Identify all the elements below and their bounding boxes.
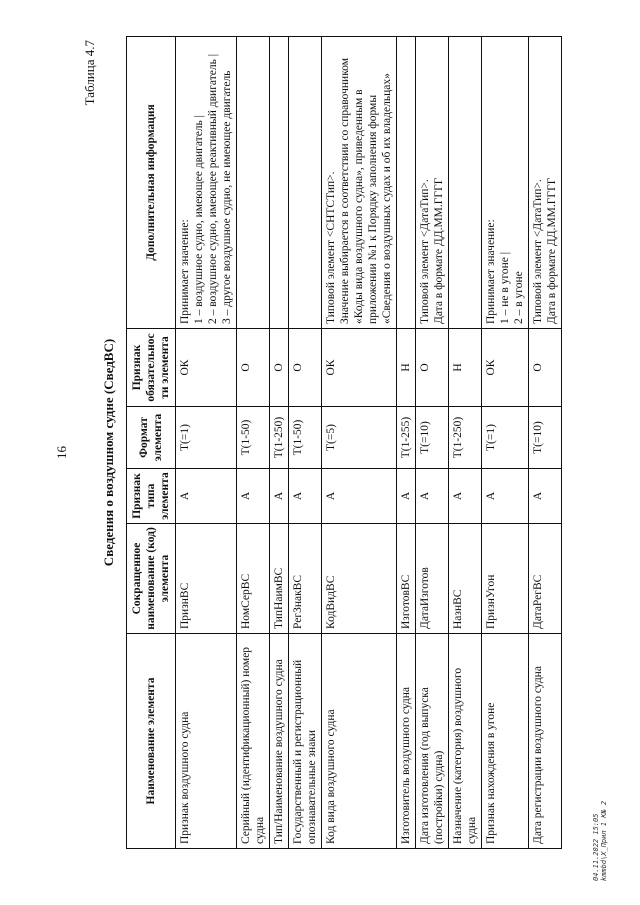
cell-required: О <box>237 329 270 407</box>
cell-required: О <box>416 329 449 407</box>
table-row <box>482 37 529 849</box>
table-row <box>322 37 397 849</box>
header-info: Дополнительная информация <box>127 37 176 329</box>
cell-name: Признак нахождения в угоне <box>482 634 529 849</box>
cell-info <box>482 37 529 329</box>
info-line: Типовой элемент <СНТСТип>. <box>325 171 338 324</box>
info-line: Дата в формате ДД.ММ.ГГГГ <box>433 177 446 324</box>
cell-name: Дата изготовления (год выпуска (постройки) судна) <box>416 634 449 849</box>
cell-info <box>397 37 416 329</box>
table-row <box>176 37 237 849</box>
table-row <box>237 37 270 849</box>
cell-info <box>416 37 449 329</box>
table-row <box>529 37 562 849</box>
info-line: Принимает значение: <box>179 219 192 324</box>
info-line: 2 – воздушное судно, имеющее реактивный двигатель | <box>207 53 220 324</box>
cell-required: Н <box>397 329 416 407</box>
cell-info <box>529 37 562 329</box>
cell-format: Т(1-250) <box>270 407 289 469</box>
cell-type: А <box>237 469 270 524</box>
cell-code: ДатаРегВС <box>529 524 562 634</box>
cell-name: Код вида воздушного судна <box>322 634 397 849</box>
cell-code: ПризнВС <box>176 524 237 634</box>
table-row <box>397 37 416 849</box>
table-row <box>270 37 289 849</box>
cell-type: А <box>529 469 562 524</box>
cell-format: Т(=5) <box>322 407 397 469</box>
header-type: Признак типа элемента <box>127 469 176 524</box>
cell-format: Т(=1) <box>176 407 237 469</box>
cell-info <box>270 37 289 329</box>
table-body <box>176 37 562 849</box>
header-name: Наименование элемента <box>127 634 176 849</box>
cell-type: А <box>176 469 237 524</box>
cell-name: Изготовитель воздушного судна <box>397 634 416 849</box>
cell-format: Т(1-50) <box>289 407 322 469</box>
info-line: 1 – воздушное судно, имеющее двигатель | <box>193 115 206 324</box>
cell-code: ДатаИзготов <box>416 524 449 634</box>
info-line: Типовой элемент <ДатаТип>. <box>419 179 432 324</box>
cell-required: Н <box>449 329 482 407</box>
cell-name: Государственный и регистрационный опознавательные знаки <box>289 634 322 849</box>
cell-name: Тип/Наименование воздушного судна <box>270 634 289 849</box>
info-line: Принимает значение: <box>485 219 498 324</box>
cell-required: ОК <box>482 329 529 407</box>
cell-format: Т(1-255) <box>397 407 416 469</box>
info-line: 3 – другое воздушное судно, не имеющее двигатель <box>221 70 234 324</box>
cell-code: ТипНаимВС <box>270 524 289 634</box>
cell-format: Т(1-50) <box>237 407 270 469</box>
cell-code: РегЗнакВС <box>289 524 322 634</box>
table-row <box>289 37 322 849</box>
cell-code: ИзготовВС <box>397 524 416 634</box>
cell-format: Т(=10) <box>529 407 562 469</box>
cell-required: О <box>289 329 322 407</box>
cell-type: А <box>270 469 289 524</box>
cell-name: Назначение (категория) воздушного судна <box>449 634 482 849</box>
cell-name: Дата регистрации воздушного судна <box>529 634 562 849</box>
table-row <box>416 37 449 849</box>
info-line: 2 – в угоне <box>513 271 526 324</box>
info-line: Дата в формате ДД.ММ.ГГГГ <box>546 177 559 324</box>
cell-type: А <box>482 469 529 524</box>
cell-required: О <box>529 329 562 407</box>
cell-info <box>449 37 482 329</box>
cell-code: НазнВС <box>449 524 482 634</box>
cell-required: О <box>270 329 289 407</box>
cell-info <box>237 37 270 329</box>
footer-stamp <box>592 801 609 881</box>
cell-type: А <box>289 469 322 524</box>
cell-name: Признак воздушного судна <box>176 634 237 849</box>
table-title: Сведения о воздушном судне (СведВС) <box>101 338 116 567</box>
info-line: Значение выбирается в соответствии со справочником «Коды вида воздушного судна», приведенным в приложении №1 к Порядку заполнения формы «Сведения о воздушных судах и об их владельцах» <box>339 58 394 324</box>
header-required: Признак обязательности элемента <box>127 329 176 407</box>
footer-line: kmmbd\Х_Прил 1 К№ 2 <box>600 800 609 881</box>
table-row <box>449 37 482 849</box>
cell-required: ОК <box>322 329 397 407</box>
cell-info <box>289 37 322 329</box>
footer-line: 04.11.2022 15:05 <box>592 813 600 881</box>
cell-format: Т(=1) <box>482 407 529 469</box>
cell-info <box>322 37 397 329</box>
cell-code: ПризнУгон <box>482 524 529 634</box>
header-code: Сокращенное наименование (код) элемента <box>127 524 176 634</box>
header-format: Формат элемента <box>127 407 176 469</box>
cell-name: Серийный (идентификационный) номер судна <box>237 634 270 849</box>
elements-table <box>126 36 562 849</box>
info-line: Типовой элемент <ДатаТип>. <box>532 179 545 324</box>
table-header-row <box>127 37 176 849</box>
cell-info <box>176 37 237 329</box>
table-number: Таблица 4.7 <box>82 40 97 106</box>
cell-type: А <box>397 469 416 524</box>
cell-format: Т(=10) <box>416 407 449 469</box>
cell-format: Т(1-250) <box>449 407 482 469</box>
cell-type: А <box>449 469 482 524</box>
cell-code: НомСерВС <box>237 524 270 634</box>
cell-code: КодВидВС <box>322 524 397 634</box>
cell-type: А <box>416 469 449 524</box>
info-line: 1 – не в угоне | <box>499 251 512 324</box>
cell-type: А <box>322 469 397 524</box>
page-number: 16 <box>54 446 69 459</box>
cell-required: ОК <box>176 329 237 407</box>
